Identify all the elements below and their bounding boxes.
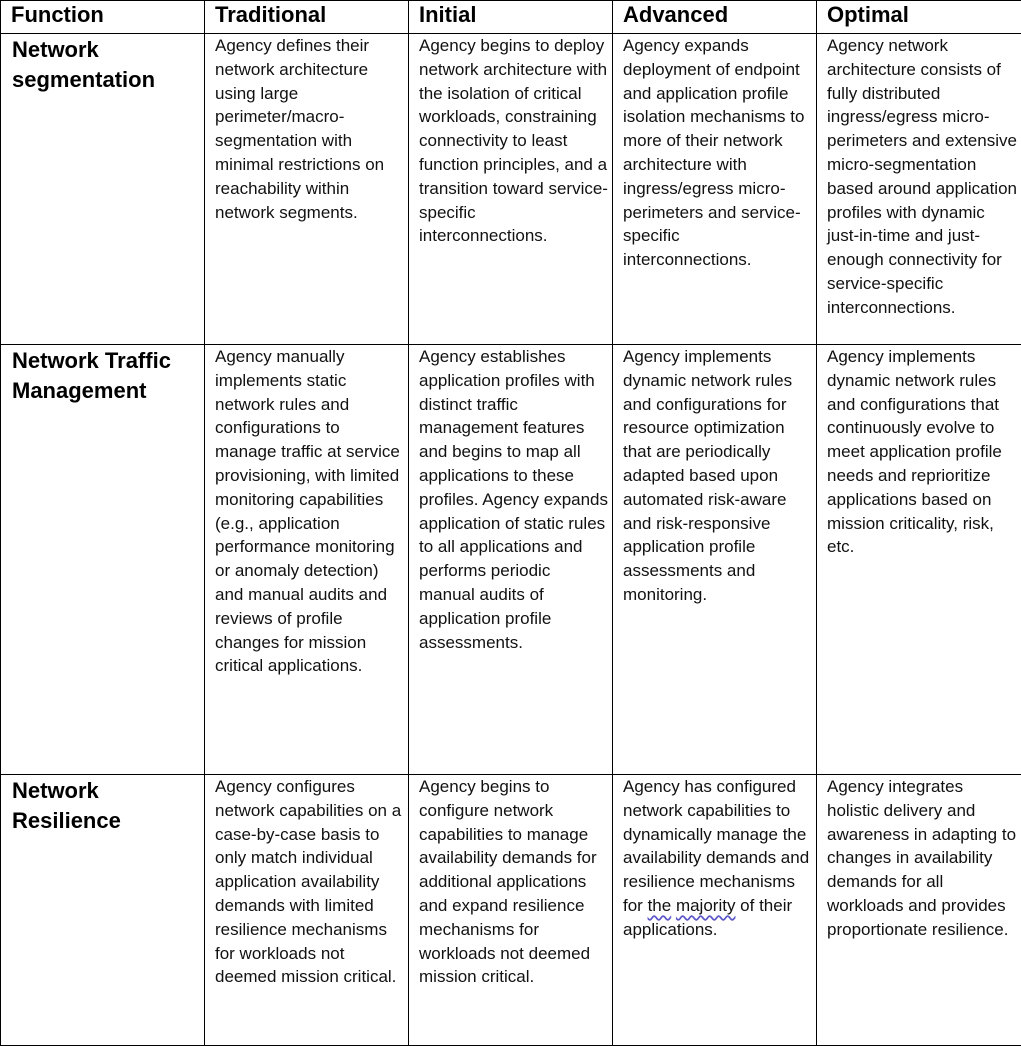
header-traditional: Traditional	[205, 1, 409, 34]
function-cell: Network Traffic Management	[1, 345, 205, 775]
initial-cell: Agency begins to configure network capabilities to manage availability demands for additional applications and expand resilience mechanisms for workloads not deemed mission critical.	[409, 775, 613, 1046]
header-advanced: Advanced	[613, 1, 817, 34]
header-row	[1, 1, 1021, 34]
advanced-text-post: of their applications.	[623, 896, 792, 939]
row-network-traffic-management	[1, 345, 1021, 775]
function-cell: Network segmentation	[1, 34, 205, 345]
traditional-cell: Agency configures network capabilities on a case-by-case basis to only match individual application availability demands with limited resilience mechanisms for workloads not deemed mission critical.	[205, 775, 409, 1046]
traditional-cell: Agency manually implements static network rules and configurations to manage traffic at service provisioning, with limited monitoring capabilities (e.g., application performance monitoring or anomaly detection) and manual audits and reviews of profile changes for mission critical applications.	[205, 345, 409, 775]
optimal-cell: Agency implements dynamic network rules and configurations that continuously evolve to meet application profile needs and reprioritize applications based on mission criticality, risk, etc.	[817, 345, 1021, 775]
row-network-segmentation	[1, 34, 1021, 345]
advanced-text-pre: Agency has configured network capabilities to dynamically manage the availability demands and resilience mechanisms for	[623, 777, 809, 915]
initial-cell: Agency establishes application profiles with distinct traffic management features and begins to map all applications to these profiles. Agency expands application of static rules to all applications and performs periodic manual audits of application profile assessments.	[409, 345, 613, 775]
advanced-cell: Agency implements dynamic network rules and configurations for resource optimization that are periodically adapted based upon automated risk-aware and risk-responsive application profile assessments and monitoring.	[613, 345, 817, 775]
header-function: Function	[1, 1, 205, 34]
optimal-cell: Agency network architecture consists of fully distributed ingress/egress micro-perimeters and extensive micro-segmentation based around application profiles with dynamic just-in-time and just-enough connectivity for service-specific interconnections.	[817, 34, 1021, 345]
optimal-cell: Agency integrates holistic delivery and awareness in adapting to changes in availability demands for all workloads and provides proportionate resilience.	[817, 775, 1021, 1046]
row-network-resilience	[1, 775, 1021, 1046]
advanced-cell: Agency expands deployment of endpoint and application profile isolation mechanisms to more of their network architecture with ingress/egress micro-perimeters and service-specific interconnections.	[613, 34, 817, 345]
header-initial: Initial	[409, 1, 613, 34]
traditional-cell: Agency defines their network architecture using large perimeter/macro-segmentation with minimal restrictions on reachability within network segments.	[205, 34, 409, 345]
spellcheck-underline: majority	[676, 896, 736, 915]
spellcheck-underline: the	[648, 896, 672, 915]
advanced-cell	[613, 775, 817, 1046]
function-cell: Network Resilience	[1, 775, 205, 1046]
header-optimal: Optimal	[817, 1, 1021, 34]
initial-cell: Agency begins to deploy network architecture with the isolation of critical workloads, constraining connectivity to least function principles, and a transition toward service-specific interconnections.	[409, 34, 613, 345]
